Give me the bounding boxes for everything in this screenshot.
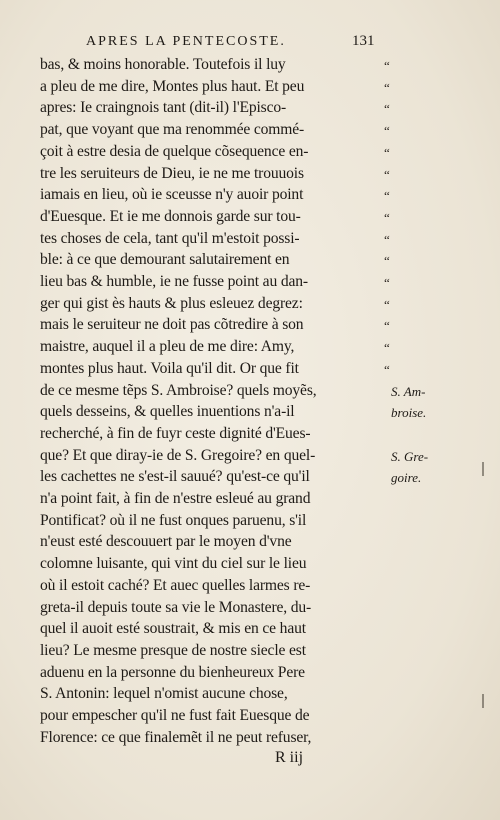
marginal-note: S. Am- <box>391 383 426 399</box>
text-line: les cachettes ne s'est-il sauué? qu'est-ce qu'il <box>40 468 310 486</box>
quote-mark: “ <box>384 58 390 73</box>
text-line: de ce mesme tẽps S. Ambroise? quels moyẽs, <box>40 381 317 399</box>
text-line: pat, que voyant que ma renommée commé- <box>40 121 305 139</box>
quote-mark: “ <box>384 340 390 356</box>
text-line: n'a point fait, à fin de n'estre esleué au grand <box>40 490 311 507</box>
quote-mark: “ <box>384 296 390 312</box>
marginal-note: broise. <box>391 405 427 421</box>
text-line: tes choses de cela, tant qu'il m'estoit possi- <box>40 229 300 247</box>
text-line: quels desseins, & quelles inuentions n'a-il <box>40 403 295 421</box>
text-line: d'Euesque. Et ie me donnois garde sur tou- <box>40 207 301 225</box>
text-line: où il estoit caché? Et auec quelles larmes re- <box>40 576 311 594</box>
margin-stroke <box>482 694 484 708</box>
text-line: çoit à estre desia de quelque cõsequence en- <box>40 142 309 160</box>
text-line: aduenu en la personne du bienheureux Pere <box>40 663 305 681</box>
marginal-note: goire. <box>391 470 422 486</box>
text-line: Pontificat? où il ne fust onques paruenu, s'il <box>40 511 307 529</box>
text-line: quel il auoit esté soustrait, & mis en ce haut <box>40 620 306 638</box>
text-line: tre les seruiteurs de Dieu, ie ne me trouuois <box>40 164 304 182</box>
quote-mark: “ <box>384 144 390 160</box>
text-line: S. Antonin: lequel n'omist aucune chose, <box>40 685 288 703</box>
quote-mark: “ <box>384 275 390 290</box>
text-line: pour empescher qu'il ne fust fait Euesque de <box>40 707 310 724</box>
text-line: colomne luisante, qui vint du ciel sur le lieu <box>40 555 307 573</box>
text-line: montes plus haut. Voila qu'il dit. Or que fit <box>40 359 299 377</box>
text-line: apres: Ie craingnois tant (dit-il) l'Episco- <box>40 99 287 117</box>
text-line: n'eust esté descouuert par le moyen d'vne <box>40 533 292 551</box>
signature-mark: R iij <box>275 749 304 766</box>
text-line: bas, & moins honorable. Toutefois il luy <box>40 56 286 73</box>
text-line: que? Et que diray-ie de S. Gregoire? en quel- <box>40 446 316 464</box>
quote-mark: “ <box>384 318 390 334</box>
text-line: recherché, à fin de fuyr ceste dignité d'Eues- <box>40 424 311 442</box>
quote-mark: “ <box>384 361 390 377</box>
quote-mark: “ <box>384 79 390 95</box>
quote-mark: “ <box>384 253 390 269</box>
quote-mark: “ <box>384 209 390 225</box>
marginal-note: S. Gre- <box>391 448 429 464</box>
text-line: iamais en lieu, où ie sceusse n'y auoir point <box>40 186 304 204</box>
text-line: Florence: ce que finalemẽt il ne peut refuser, <box>40 728 312 746</box>
text-line: a pleu de me dire, Montes plus haut. Et peu <box>40 77 305 95</box>
running-head: APRES LA PENTECOSTE. <box>86 34 286 49</box>
text-line: lieu bas & humble, ie ne fusse point au dan- <box>40 273 308 290</box>
page-number: 131 <box>352 33 375 49</box>
text-line: greta-il depuis toute sa vie le Monastere, du- <box>40 598 312 616</box>
text-line: maistre, auquel il a pleu de me dire: Amy, <box>40 338 295 356</box>
quote-mark: “ <box>384 188 390 204</box>
quote-mark: “ <box>384 166 390 182</box>
text-line: mais le seruiteur ne doit pas cõtredire à son <box>40 316 304 334</box>
text-line: ger qui gist ès hauts & plus esleuez degrez: <box>40 294 303 312</box>
quote-mark: “ <box>384 231 390 247</box>
quote-mark: “ <box>384 101 390 117</box>
quote-mark: “ <box>384 123 390 139</box>
margin-stroke <box>482 462 484 476</box>
text-line: ble: à ce que demourant salutairement en <box>40 251 290 269</box>
text-line: lieu? Le mesme presque de nostre siecle est <box>40 641 306 659</box>
